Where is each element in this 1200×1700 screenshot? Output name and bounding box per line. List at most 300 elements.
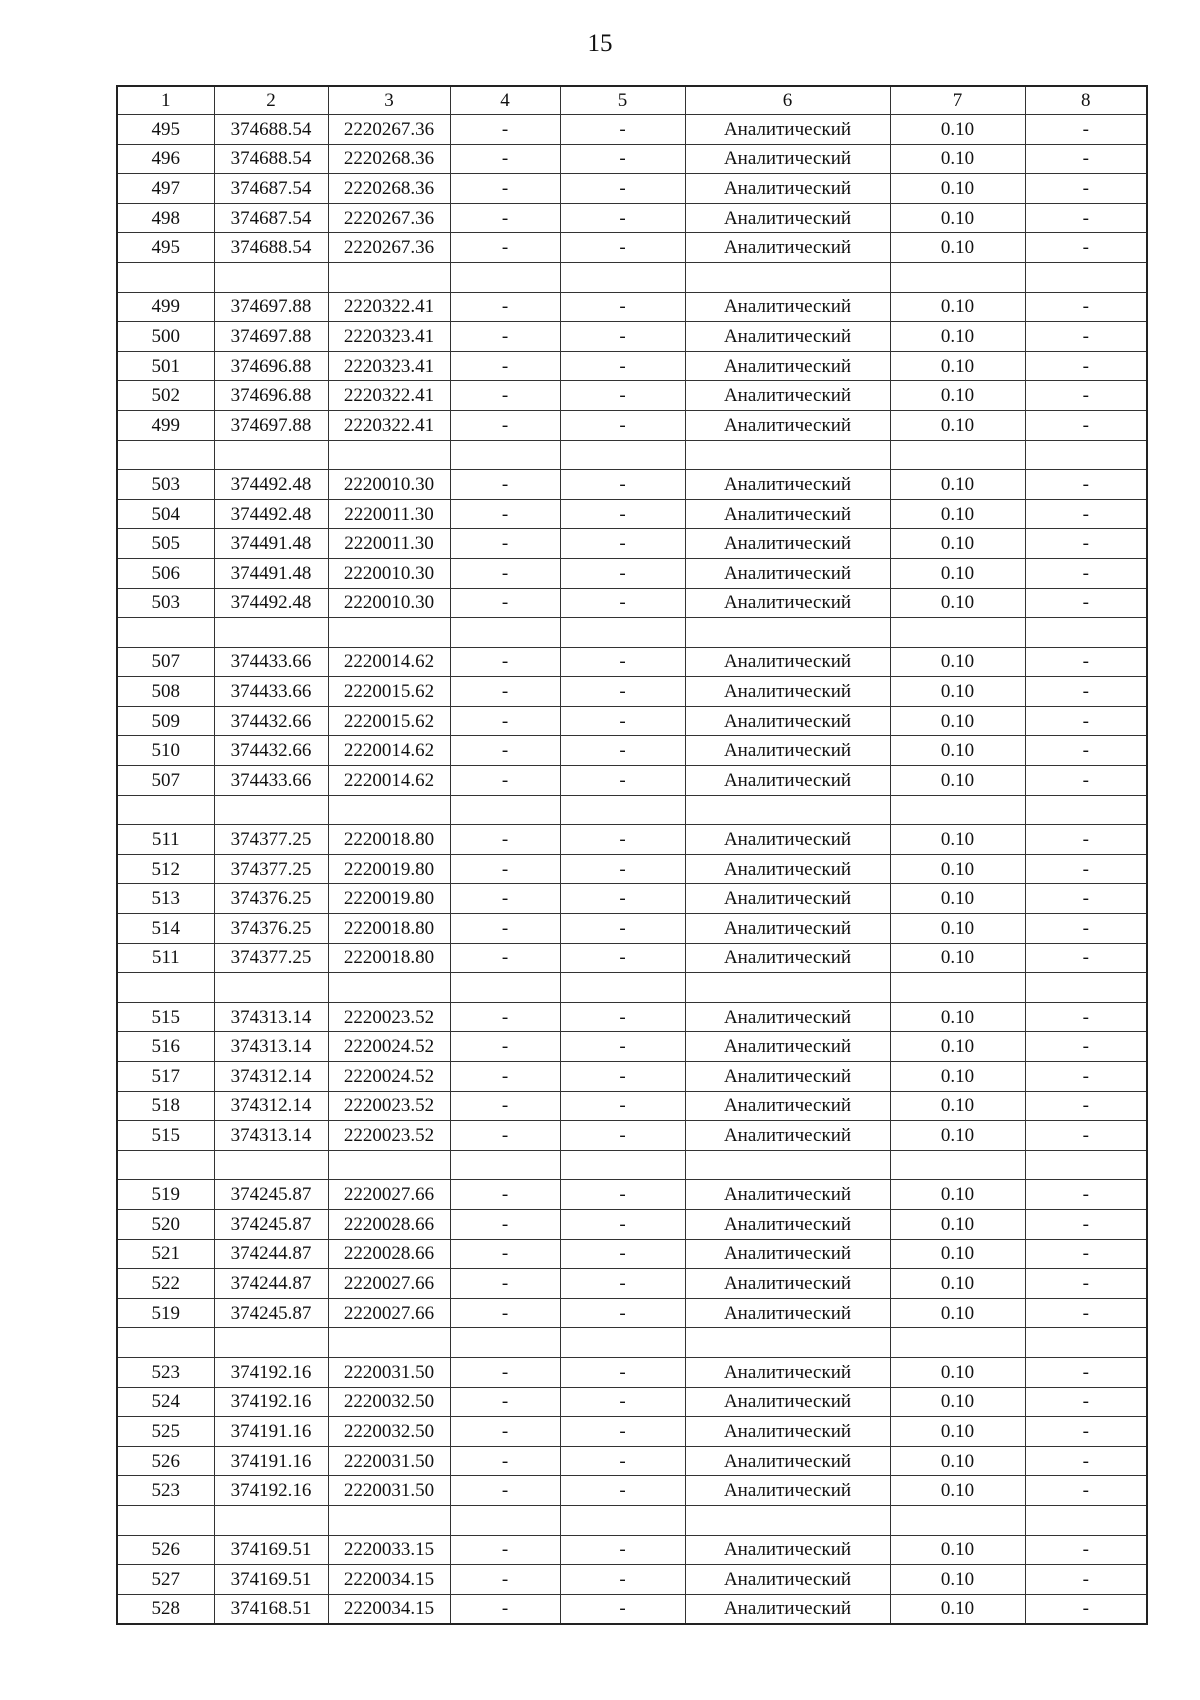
- table-cell: 2220032.50: [328, 1417, 450, 1447]
- table-cell: Аналитический: [685, 1446, 890, 1476]
- table-cell: Аналитический: [685, 1269, 890, 1299]
- table-cell: 2220011.30: [328, 529, 450, 559]
- table-cell: 0.10: [890, 736, 1025, 766]
- table-cell: [214, 440, 328, 470]
- table-cell: -: [450, 1091, 560, 1121]
- table-cell: -: [1025, 1091, 1147, 1121]
- table-cell: [450, 795, 560, 825]
- table-cell: 374377.25: [214, 825, 328, 855]
- table-cell: 2220267.36: [328, 203, 450, 233]
- table-cell: 522: [117, 1269, 214, 1299]
- table-cell: -: [450, 558, 560, 588]
- table-cell: -: [560, 499, 685, 529]
- column-header: 3: [328, 86, 450, 115]
- table-cell: Аналитический: [685, 115, 890, 145]
- table-cell: Аналитический: [685, 1387, 890, 1417]
- table-cell: -: [560, 943, 685, 973]
- table-cell: -: [560, 144, 685, 174]
- table-cell: [450, 1328, 560, 1358]
- table-cell: Аналитический: [685, 854, 890, 884]
- table-cell: -: [560, 322, 685, 352]
- table-cell: -: [560, 1476, 685, 1506]
- column-header: 8: [1025, 86, 1147, 115]
- table-cell: 0.10: [890, 499, 1025, 529]
- table-cell: Аналитический: [685, 351, 890, 381]
- table-cell: [890, 1328, 1025, 1358]
- table-cell: -: [1025, 1298, 1147, 1328]
- table-cell: -: [450, 1387, 560, 1417]
- table-row: [117, 115, 1147, 145]
- table-cell: [1025, 1505, 1147, 1535]
- table-cell: 0.10: [890, 943, 1025, 973]
- table-cell: -: [450, 292, 560, 322]
- table-row: [117, 1535, 1147, 1565]
- table-cell: -: [560, 588, 685, 618]
- table-cell: [450, 262, 560, 292]
- table-cell: -: [450, 914, 560, 944]
- table-cell: 523: [117, 1476, 214, 1506]
- table-cell: -: [1025, 677, 1147, 707]
- table-cell: 374245.87: [214, 1298, 328, 1328]
- table-cell: 374313.14: [214, 1002, 328, 1032]
- column-header: 6: [685, 86, 890, 115]
- table-cell: 0.10: [890, 1091, 1025, 1121]
- table-row: [117, 1209, 1147, 1239]
- table-cell: 0.10: [890, 1565, 1025, 1595]
- table-cell: Аналитический: [685, 558, 890, 588]
- table-cell: [685, 973, 890, 1003]
- table-cell: -: [560, 410, 685, 440]
- table-cell: -: [450, 233, 560, 263]
- table-cell: [117, 618, 214, 648]
- table-cell: -: [450, 1417, 560, 1447]
- table-cell: -: [1025, 1062, 1147, 1092]
- table-row: [117, 973, 1147, 1003]
- table-cell: -: [450, 1180, 560, 1210]
- table-cell: Аналитический: [685, 1594, 890, 1624]
- table-cell: 520: [117, 1209, 214, 1239]
- table-cell: [214, 262, 328, 292]
- table-row: [117, 588, 1147, 618]
- table-cell: [1025, 795, 1147, 825]
- table-cell: 0.10: [890, 292, 1025, 322]
- table-cell: 515: [117, 1121, 214, 1151]
- table-cell: Аналитический: [685, 914, 890, 944]
- table-cell: -: [1025, 1387, 1147, 1417]
- table-cell: -: [450, 1594, 560, 1624]
- table-cell: 374169.51: [214, 1535, 328, 1565]
- table-cell: [117, 440, 214, 470]
- table-cell: [450, 618, 560, 648]
- table-cell: 524: [117, 1387, 214, 1417]
- table-row: [117, 884, 1147, 914]
- table-cell: 0.10: [890, 410, 1025, 440]
- table-cell: 0.10: [890, 144, 1025, 174]
- table-cell: -: [1025, 351, 1147, 381]
- table-cell: -: [1025, 1535, 1147, 1565]
- table-cell: 508: [117, 677, 214, 707]
- table-cell: -: [1025, 914, 1147, 944]
- table-cell: 374169.51: [214, 1565, 328, 1595]
- table-cell: 505: [117, 529, 214, 559]
- table-cell: 374168.51: [214, 1594, 328, 1624]
- table-row: [117, 706, 1147, 736]
- table-cell: Аналитический: [685, 529, 890, 559]
- table-cell: [1025, 1150, 1147, 1180]
- table-cell: 2220032.50: [328, 1387, 450, 1417]
- table-cell: 2220322.41: [328, 381, 450, 411]
- table-cell: -: [450, 174, 560, 204]
- table-row: [117, 1121, 1147, 1151]
- table-cell: 2220018.80: [328, 825, 450, 855]
- table-cell: [328, 973, 450, 1003]
- table-cell: -: [560, 1269, 685, 1299]
- table-cell: 527: [117, 1565, 214, 1595]
- table-cell: 507: [117, 766, 214, 796]
- table-cell: 2220023.52: [328, 1091, 450, 1121]
- table-cell: [328, 440, 450, 470]
- table-cell: -: [1025, 1417, 1147, 1447]
- table-cell: [890, 262, 1025, 292]
- table-row: [117, 1239, 1147, 1269]
- table-cell: 374433.66: [214, 677, 328, 707]
- table-cell: 0.10: [890, 706, 1025, 736]
- table-cell: Аналитический: [685, 677, 890, 707]
- table-cell: 0.10: [890, 1239, 1025, 1269]
- table-cell: 496: [117, 144, 214, 174]
- table-cell: [117, 1150, 214, 1180]
- table-row: [117, 1150, 1147, 1180]
- table-cell: [328, 795, 450, 825]
- table-cell: -: [450, 470, 560, 500]
- table-cell: Аналитический: [685, 943, 890, 973]
- table-cell: -: [560, 558, 685, 588]
- table-row: [117, 1062, 1147, 1092]
- table-cell: -: [450, 144, 560, 174]
- table-cell: -: [1025, 1002, 1147, 1032]
- table-row: [117, 1032, 1147, 1062]
- table-row: [117, 410, 1147, 440]
- table-cell: Аналитический: [685, 825, 890, 855]
- table-cell: -: [560, 914, 685, 944]
- table-row: [117, 1565, 1147, 1595]
- table-row: [117, 943, 1147, 973]
- table-cell: Аналитический: [685, 1180, 890, 1210]
- table-cell: 374377.25: [214, 943, 328, 973]
- table-cell: [685, 1150, 890, 1180]
- table-cell: -: [450, 1209, 560, 1239]
- table-cell: -: [1025, 825, 1147, 855]
- table-cell: 374491.48: [214, 558, 328, 588]
- table-cell: [685, 262, 890, 292]
- table-row: [117, 292, 1147, 322]
- table-cell: 2220011.30: [328, 499, 450, 529]
- table-cell: -: [1025, 1565, 1147, 1595]
- table-cell: -: [1025, 854, 1147, 884]
- table-cell: 0.10: [890, 677, 1025, 707]
- table-cell: [450, 1505, 560, 1535]
- table-cell: -: [560, 854, 685, 884]
- table-cell: -: [1025, 499, 1147, 529]
- table-row: [117, 1180, 1147, 1210]
- table-cell: 2220267.36: [328, 233, 450, 263]
- table-cell: 374491.48: [214, 529, 328, 559]
- table-cell: 0.10: [890, 322, 1025, 352]
- table-cell: 513: [117, 884, 214, 914]
- table-row: [117, 499, 1147, 529]
- table-cell: 2220323.41: [328, 322, 450, 352]
- table-cell: 0.10: [890, 1357, 1025, 1387]
- table-cell: -: [450, 1357, 560, 1387]
- table-cell: -: [450, 1002, 560, 1032]
- table-row: [117, 470, 1147, 500]
- table-cell: Аналитический: [685, 1298, 890, 1328]
- table-cell: 2220024.52: [328, 1032, 450, 1062]
- table-cell: [328, 618, 450, 648]
- table-cell: Аналитический: [685, 499, 890, 529]
- table-cell: [328, 262, 450, 292]
- table-cell: 502: [117, 381, 214, 411]
- table-cell: 2220015.62: [328, 706, 450, 736]
- table-cell: [560, 973, 685, 1003]
- table-cell: [890, 440, 1025, 470]
- table-cell: 528: [117, 1594, 214, 1624]
- table-cell: [117, 973, 214, 1003]
- table-cell: [560, 795, 685, 825]
- table-cell: 514: [117, 914, 214, 944]
- table-cell: -: [450, 1032, 560, 1062]
- table-cell: -: [1025, 943, 1147, 973]
- table-cell: 374432.66: [214, 736, 328, 766]
- table-cell: 374433.66: [214, 647, 328, 677]
- table-cell: -: [560, 1239, 685, 1269]
- table-cell: -: [450, 588, 560, 618]
- table-cell: 2220027.66: [328, 1298, 450, 1328]
- table-cell: [450, 973, 560, 1003]
- table-cell: 495: [117, 115, 214, 145]
- table-cell: Аналитический: [685, 322, 890, 352]
- table-cell: 0.10: [890, 1002, 1025, 1032]
- table-cell: -: [1025, 1357, 1147, 1387]
- table-cell: -: [450, 706, 560, 736]
- table-cell: 374432.66: [214, 706, 328, 736]
- table-cell: -: [450, 499, 560, 529]
- table-cell: [328, 1150, 450, 1180]
- table-cell: -: [560, 677, 685, 707]
- table-cell: 2220015.62: [328, 677, 450, 707]
- table-cell: -: [450, 351, 560, 381]
- table-cell: 2220010.30: [328, 558, 450, 588]
- table-cell: 495: [117, 233, 214, 263]
- table-cell: [560, 262, 685, 292]
- table-cell: 374492.48: [214, 470, 328, 500]
- table-cell: -: [560, 736, 685, 766]
- table-cell: [214, 973, 328, 1003]
- table-cell: [560, 440, 685, 470]
- table-cell: -: [560, 470, 685, 500]
- table-cell: [214, 1505, 328, 1535]
- table-cell: -: [1025, 706, 1147, 736]
- table-cell: 374688.54: [214, 233, 328, 263]
- table-cell: 374688.54: [214, 115, 328, 145]
- table-row: [117, 795, 1147, 825]
- column-header: 5: [560, 86, 685, 115]
- table-cell: Аналитический: [685, 647, 890, 677]
- table-cell: 0.10: [890, 1209, 1025, 1239]
- table-cell: [117, 795, 214, 825]
- table-cell: [117, 1505, 214, 1535]
- table-cell: -: [450, 1476, 560, 1506]
- table-cell: 2220018.80: [328, 914, 450, 944]
- table-cell: 0.10: [890, 884, 1025, 914]
- table-cell: 2220014.62: [328, 736, 450, 766]
- table-cell: Аналитический: [685, 144, 890, 174]
- table-cell: -: [560, 706, 685, 736]
- column-header: 4: [450, 86, 560, 115]
- table-cell: Аналитический: [685, 588, 890, 618]
- table-cell: -: [560, 1565, 685, 1595]
- page-number: 15: [587, 30, 613, 57]
- table-cell: 374377.25: [214, 854, 328, 884]
- table-cell: 374376.25: [214, 914, 328, 944]
- table-cell: 509: [117, 706, 214, 736]
- table-cell: -: [1025, 381, 1147, 411]
- table-cell: [214, 1150, 328, 1180]
- table-cell: -: [560, 1298, 685, 1328]
- table-cell: 521: [117, 1239, 214, 1269]
- table-cell: -: [560, 884, 685, 914]
- table-cell: 374245.87: [214, 1209, 328, 1239]
- table-cell: 519: [117, 1180, 214, 1210]
- table-row: [117, 529, 1147, 559]
- table-cell: 374492.48: [214, 588, 328, 618]
- table-cell: 374245.87: [214, 1180, 328, 1210]
- table-cell: 0.10: [890, 115, 1025, 145]
- table-cell: 374697.88: [214, 410, 328, 440]
- table-cell: [685, 1328, 890, 1358]
- table-row: [117, 233, 1147, 263]
- table-cell: -: [1025, 1476, 1147, 1506]
- table-cell: -: [1025, 1209, 1147, 1239]
- table-row: [117, 203, 1147, 233]
- table-row: [117, 381, 1147, 411]
- table-cell: [560, 618, 685, 648]
- table-cell: -: [560, 1180, 685, 1210]
- table-cell: 526: [117, 1535, 214, 1565]
- table-cell: 2220322.41: [328, 292, 450, 322]
- table-cell: 2220014.62: [328, 766, 450, 796]
- table-cell: -: [450, 1565, 560, 1595]
- table-cell: [214, 795, 328, 825]
- table-cell: 0.10: [890, 1476, 1025, 1506]
- table-cell: 374312.14: [214, 1062, 328, 1092]
- table-cell: 510: [117, 736, 214, 766]
- table-cell: 0.10: [890, 203, 1025, 233]
- table-cell: Аналитический: [685, 1357, 890, 1387]
- table-cell: -: [450, 1239, 560, 1269]
- table-cell: [685, 440, 890, 470]
- table-cell: 2220019.80: [328, 884, 450, 914]
- table-cell: 0.10: [890, 558, 1025, 588]
- table-cell: Аналитический: [685, 1091, 890, 1121]
- table-cell: 0.10: [890, 1446, 1025, 1476]
- table-cell: Аналитический: [685, 174, 890, 204]
- table-row: [117, 1269, 1147, 1299]
- table-cell: 374376.25: [214, 884, 328, 914]
- table-cell: Аналитический: [685, 1476, 890, 1506]
- table-row: [117, 1417, 1147, 1447]
- table-cell: Аналитический: [685, 766, 890, 796]
- table-cell: -: [1025, 1239, 1147, 1269]
- table-cell: [450, 440, 560, 470]
- table-cell: -: [1025, 884, 1147, 914]
- table-cell: Аналитический: [685, 410, 890, 440]
- table-cell: Аналитический: [685, 1239, 890, 1269]
- table-cell: 497: [117, 174, 214, 204]
- table-cell: 2220019.80: [328, 854, 450, 884]
- table-row: [117, 351, 1147, 381]
- table-cell: -: [560, 351, 685, 381]
- table-cell: 2220023.52: [328, 1002, 450, 1032]
- table-cell: 501: [117, 351, 214, 381]
- table-row: [117, 174, 1147, 204]
- table-cell: -: [560, 203, 685, 233]
- table-cell: 0.10: [890, 588, 1025, 618]
- table-cell: 2220268.36: [328, 174, 450, 204]
- table-cell: [117, 1328, 214, 1358]
- table-cell: -: [1025, 292, 1147, 322]
- table-row: [117, 1357, 1147, 1387]
- table-cell: 0.10: [890, 914, 1025, 944]
- table-cell: 2220268.36: [328, 144, 450, 174]
- table-cell: 0.10: [890, 381, 1025, 411]
- table-cell: -: [560, 115, 685, 145]
- table-cell: -: [560, 529, 685, 559]
- table-cell: [1025, 618, 1147, 648]
- table-cell: -: [450, 410, 560, 440]
- table-cell: 0.10: [890, 1387, 1025, 1417]
- table-cell: -: [1025, 470, 1147, 500]
- table-cell: -: [450, 1535, 560, 1565]
- table-cell: Аналитический: [685, 1417, 890, 1447]
- table-row: [117, 766, 1147, 796]
- table-cell: 374313.14: [214, 1032, 328, 1062]
- table-cell: -: [1025, 1180, 1147, 1210]
- table-cell: Аналитический: [685, 381, 890, 411]
- table-cell: 498: [117, 203, 214, 233]
- table-cell: 0.10: [890, 766, 1025, 796]
- table-row: [117, 736, 1147, 766]
- table-cell: 504: [117, 499, 214, 529]
- table-cell: 518: [117, 1091, 214, 1121]
- table-cell: -: [450, 825, 560, 855]
- table-cell: 2220034.15: [328, 1565, 450, 1595]
- table-cell: 517: [117, 1062, 214, 1092]
- table-body: [117, 115, 1147, 1625]
- table-cell: 499: [117, 292, 214, 322]
- table-cell: Аналитический: [685, 1565, 890, 1595]
- table-cell: 512: [117, 854, 214, 884]
- table-cell: 506: [117, 558, 214, 588]
- table-cell: 0.10: [890, 1180, 1025, 1210]
- table-cell: Аналитический: [685, 884, 890, 914]
- table-cell: -: [1025, 410, 1147, 440]
- table-cell: [117, 262, 214, 292]
- table-cell: -: [1025, 115, 1147, 145]
- table-cell: 2220323.41: [328, 351, 450, 381]
- table-cell: 374688.54: [214, 144, 328, 174]
- table-cell: 374687.54: [214, 174, 328, 204]
